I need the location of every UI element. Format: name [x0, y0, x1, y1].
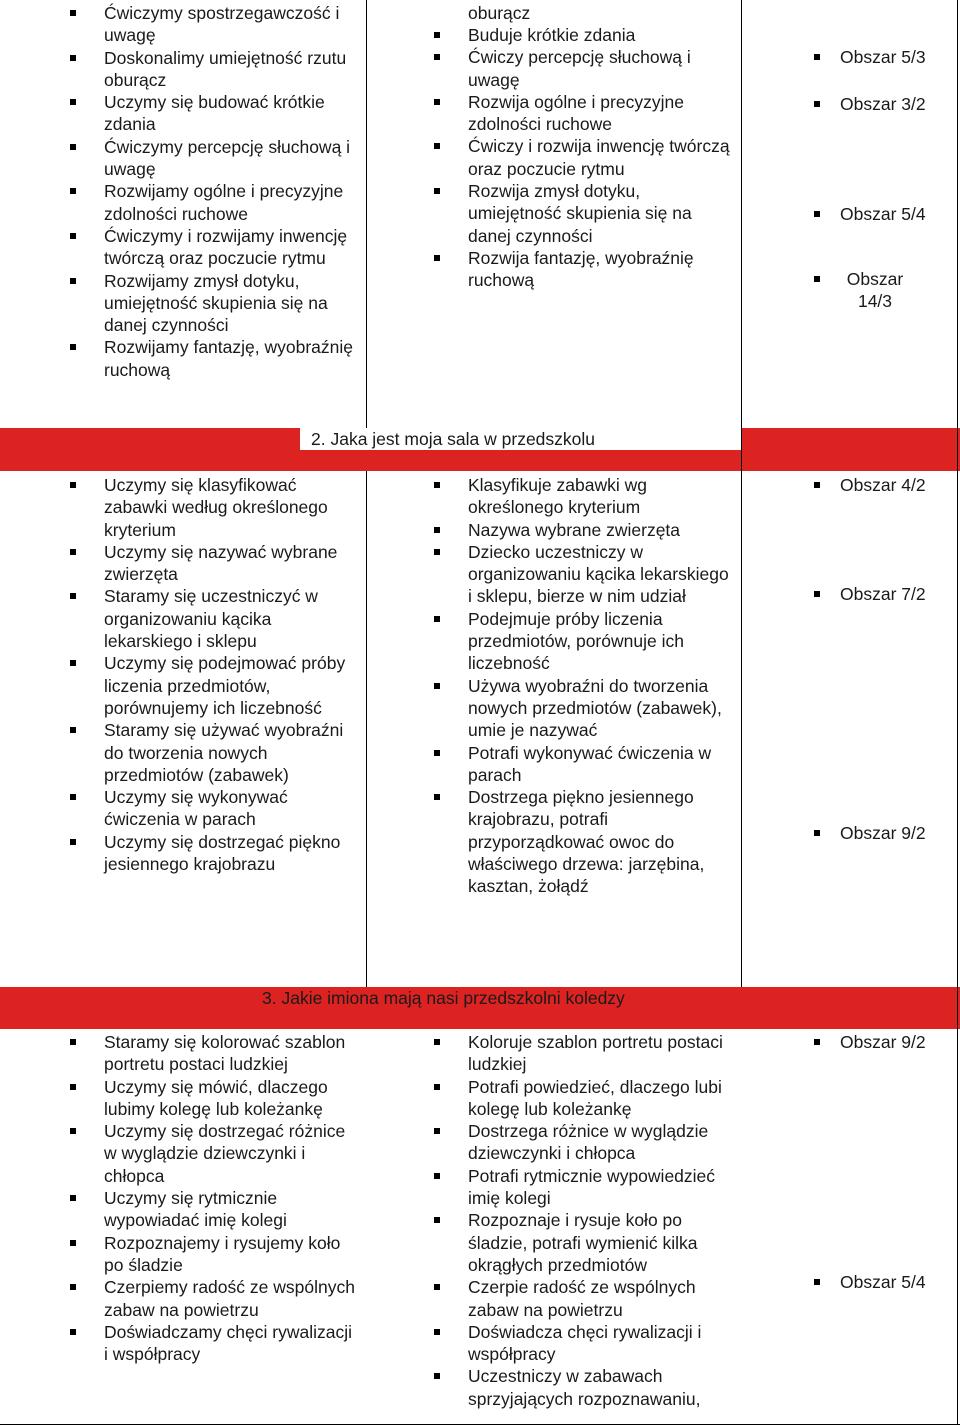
area-label: Obszar 9/2 — [840, 1031, 950, 1053]
list-item: Rozwija zmysł dotyku, umiejętność skupienia się na danej czynności — [432, 180, 732, 247]
list-item: Uczymy się dostrzegać piękno jesiennego krajobrazu — [68, 831, 358, 876]
list-item: Uczymy się nazywać wybrane zwierzęta — [68, 541, 358, 586]
section2-skills-list — [68, 474, 358, 875]
list-item: Potrafi powiedzieć, dlaczego lubi kolegę lub koleżankę — [432, 1076, 737, 1121]
section1-skills-list — [68, 2, 366, 381]
list-item: Rozwija fantazję, wyobraźnię ruchową — [432, 247, 732, 292]
list-item: Rozwijamy ogólne i precyzyjne zdolności ruchowe — [68, 180, 366, 225]
list-item: Rozwijamy zmysł dotyku, umiejętność skupienia się na danej czynności — [68, 270, 366, 337]
list-item: Klasyfikuje zabawki wg określonego kryterium — [432, 474, 732, 519]
list-item: Rozpoznaje i rysuje koło po śladzie, potrafi wymienić kilka okrągłych przedmiotów — [432, 1209, 737, 1276]
list-item: Ćwiczy percepcję słuchową i uwagę — [432, 46, 732, 91]
list-item: Uczymy się podejmować próby liczenia przedmiotów, porównujemy ich liczebność — [68, 652, 358, 719]
list-item: Uczymy się wykonywać ćwiczenia w parach — [68, 786, 358, 831]
list-item: Uczymy się dostrzegać różnice w wyglądzie dziewczynki i chłopca — [68, 1120, 358, 1187]
area-label: Obszar 9/2 — [840, 822, 950, 844]
area-label: Obszar 14/3 — [840, 268, 910, 313]
section3-outcomes-list — [432, 1031, 737, 1410]
section2-outcomes-list — [432, 474, 732, 898]
list-item: Koloruje szablon portretu postaci ludzkiej — [432, 1031, 737, 1076]
list-item: Potrafi rytmicznie wypowiedzieć imię kolegi — [432, 1165, 737, 1210]
list-item: Rozwijamy fantazję, wyobraźnię ruchową — [68, 336, 366, 381]
list-item: Podejmuje próby liczenia przedmiotów, porównuje ich liczebność — [432, 608, 732, 675]
list-item: Uczestniczy w zabawach sprzyjających rozpoznawaniu, — [432, 1365, 737, 1410]
section1-col2-continuation: oburącz — [468, 3, 531, 23]
section3-skills-list — [68, 1031, 358, 1365]
list-item: Czerpiemy radość ze wspólnych zabaw na powietrzu — [68, 1276, 358, 1321]
list-item: Dostrzega piękno jesiennego krajobrazu, potrafi przyporządkować owoc do właściwego drzewa: jarzębina, kasztan, żołądź — [432, 786, 732, 897]
list-item: Dziecko uczestniczy w organizowaniu kącika lekarskiego i sklepu, bierze w nim udział — [432, 541, 732, 608]
section3-heading: 3. Jakie imiona mają nasi przedszkolni koledzy — [262, 988, 625, 1008]
list-item: Uczymy się klasyfikować zabawki według określonego kryterium — [68, 474, 358, 541]
list-item: Dostrzega różnice w wyglądzie dziewczynki i chłopca — [432, 1120, 737, 1165]
list-item: Staramy się kolorować szablon portretu postaci ludzkiej — [68, 1031, 358, 1076]
list-item: Doskonalimy umiejętność rzutu oburącz — [68, 47, 366, 92]
list-item: Staramy się uczestniczyć w organizowaniu kącika lekarskiego i sklepu — [68, 585, 358, 652]
list-item: Używa wyobraźni do tworzenia nowych przedmiotów (zabawek), umie je nazywać — [432, 675, 732, 742]
area-label: Obszar 3/2 — [840, 93, 950, 115]
list-item: Doświadczamy chęci rywalizacji i współpracy — [68, 1321, 358, 1366]
list-item: Ćwiczymy spostrzegawczość i uwagę — [68, 2, 366, 47]
area-label: Obszar 7/2 — [840, 583, 950, 605]
list-item: Uczymy się rytmicznie wypowiadać imię kolegi — [68, 1187, 358, 1232]
area-label: Obszar 5/4 — [840, 1271, 950, 1293]
list-item: Rozwija ogólne i precyzyjne zdolności ruchowe — [432, 91, 732, 136]
section1-outcomes-list — [432, 24, 732, 292]
col-divider-1-sec2 — [366, 471, 367, 987]
area-label: Obszar 5/4 — [840, 203, 950, 225]
area-label: Obszar 4/2 — [840, 474, 950, 496]
section2-heading: 2. Jaka jest moja sala w przedszkolu — [311, 429, 596, 449]
col-divider-1-sec1 — [366, 0, 367, 428]
col-divider-2 — [741, 0, 742, 987]
area-label: Obszar 5/3 — [840, 46, 950, 68]
list-item: Ćwiczymy percepcję słuchową i uwagę — [68, 136, 366, 181]
list-item: Ćwiczy i rozwija inwencję twórczą oraz poczucie rytmu — [432, 135, 732, 180]
list-item: Uczymy się budować krótkie zdania — [68, 91, 366, 136]
list-item: Nazywa wybrane zwierzęta — [432, 519, 732, 541]
list-item: Doświadcza chęci rywalizacji i współpracy — [432, 1321, 737, 1366]
list-item: Staramy się używać wyobraźni do tworzenia nowych przedmiotów (zabawek) — [68, 719, 358, 786]
list-item: Rozpoznajemy i rysujemy koło po śladzie — [68, 1232, 358, 1277]
list-item: Uczymy się mówić, dlaczego lubimy kolegę lub koleżankę — [68, 1076, 358, 1121]
list-item: Czerpie radość ze wspólnych zabaw na powietrzu — [432, 1276, 737, 1321]
right-border — [957, 0, 958, 1425]
list-item: Buduje krótkie zdania — [432, 24, 732, 46]
list-item: Ćwiczymy i rozwijamy inwencję twórczą oraz poczucie rytmu — [68, 225, 366, 270]
list-item: Potrafi wykonywać ćwiczenia w parach — [432, 742, 732, 787]
